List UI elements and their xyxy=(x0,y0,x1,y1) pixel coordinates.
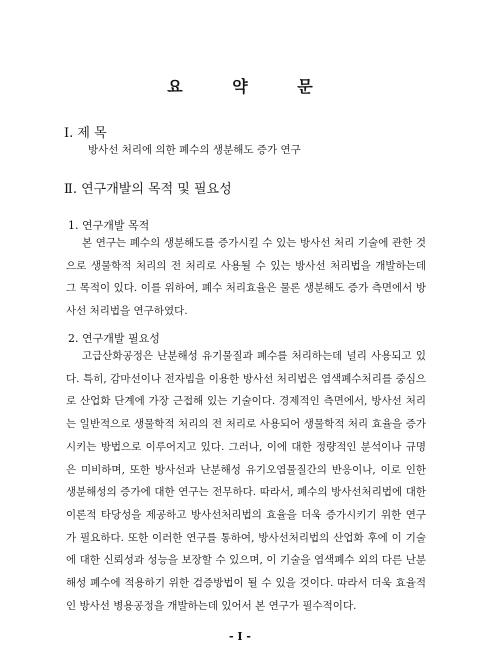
section2-heading: Ⅱ. 연구개발의 목적 및 필요성 xyxy=(64,182,232,197)
section1-heading: Ⅰ. 제 목 xyxy=(64,126,107,141)
subsection2-body: 고급산화공정은 난분해성 유기물질과 폐수를 처리하는데 널리 사용되고 있다. 특히, 감마선이나 전자빔을 이용한 방사선 처리법은 염색폐수처리를 중심으로 산업화 단계에 가장 근접해 있는 기술이다. 경제적인 측면에서, 방사선 처리는 일반적으로 생물학적 처리의 전 처리로 사용되어 생물학적 처리 효율을 증가시키는 방법으로 이루어지고 있다. 그러나, 이에 대한 정량적인 분석이나 규명은 미비하며, 또한 방사선과 난분해성 유기오염물질간의 반응이나, 이로 인한 생분해성의 증가에 대한 연구는 전무하다. 따라서, 폐수의 방사선처리법에 대한 이론적 타당성을 제공하고 방사선처리법의 효율을 더욱 증가시키기 위한 연구가 필요하다. 또한 이러한 연구를 통하여, 방사선처리법의 산업화 후에 이 기술에 대한 신뢰성과 성능을 보장할 수 있으며, 이 기술을 염색폐수 외의 다른 난분해성 폐수에 적용하기 위한 검증방법이 될 수 있을 것이다. 따라서 더욱 효율적인 방사선 병용공정을 개발하는데 있어서 본 연구가 필수적이다. xyxy=(66,350,426,612)
page-number: - I - xyxy=(229,630,251,643)
subsection1-body: 본 연구는 폐수의 생분해도를 증가시킬 수 있는 방사선 처리 기술에 관한 것으로 생물학적 처리의 전 처리로 사용될 수 있는 방사선 처리법을 개발하는데 그 목적이 있다. 이를 위하여, 폐수 처리효율은 물론 생분해도 증가 측면에서 방사선 처리법을 연구하였다. xyxy=(66,237,426,318)
subsection2-heading: 2. 연구개발 필요성 xyxy=(68,332,160,345)
page-title: 요 약 문 xyxy=(167,77,335,96)
subsection1-heading: 1. 연구개발 목적 xyxy=(68,219,150,232)
section1-text: 방사선 처리에 의한 폐수의 생분해도 증가 연구 xyxy=(88,144,301,156)
